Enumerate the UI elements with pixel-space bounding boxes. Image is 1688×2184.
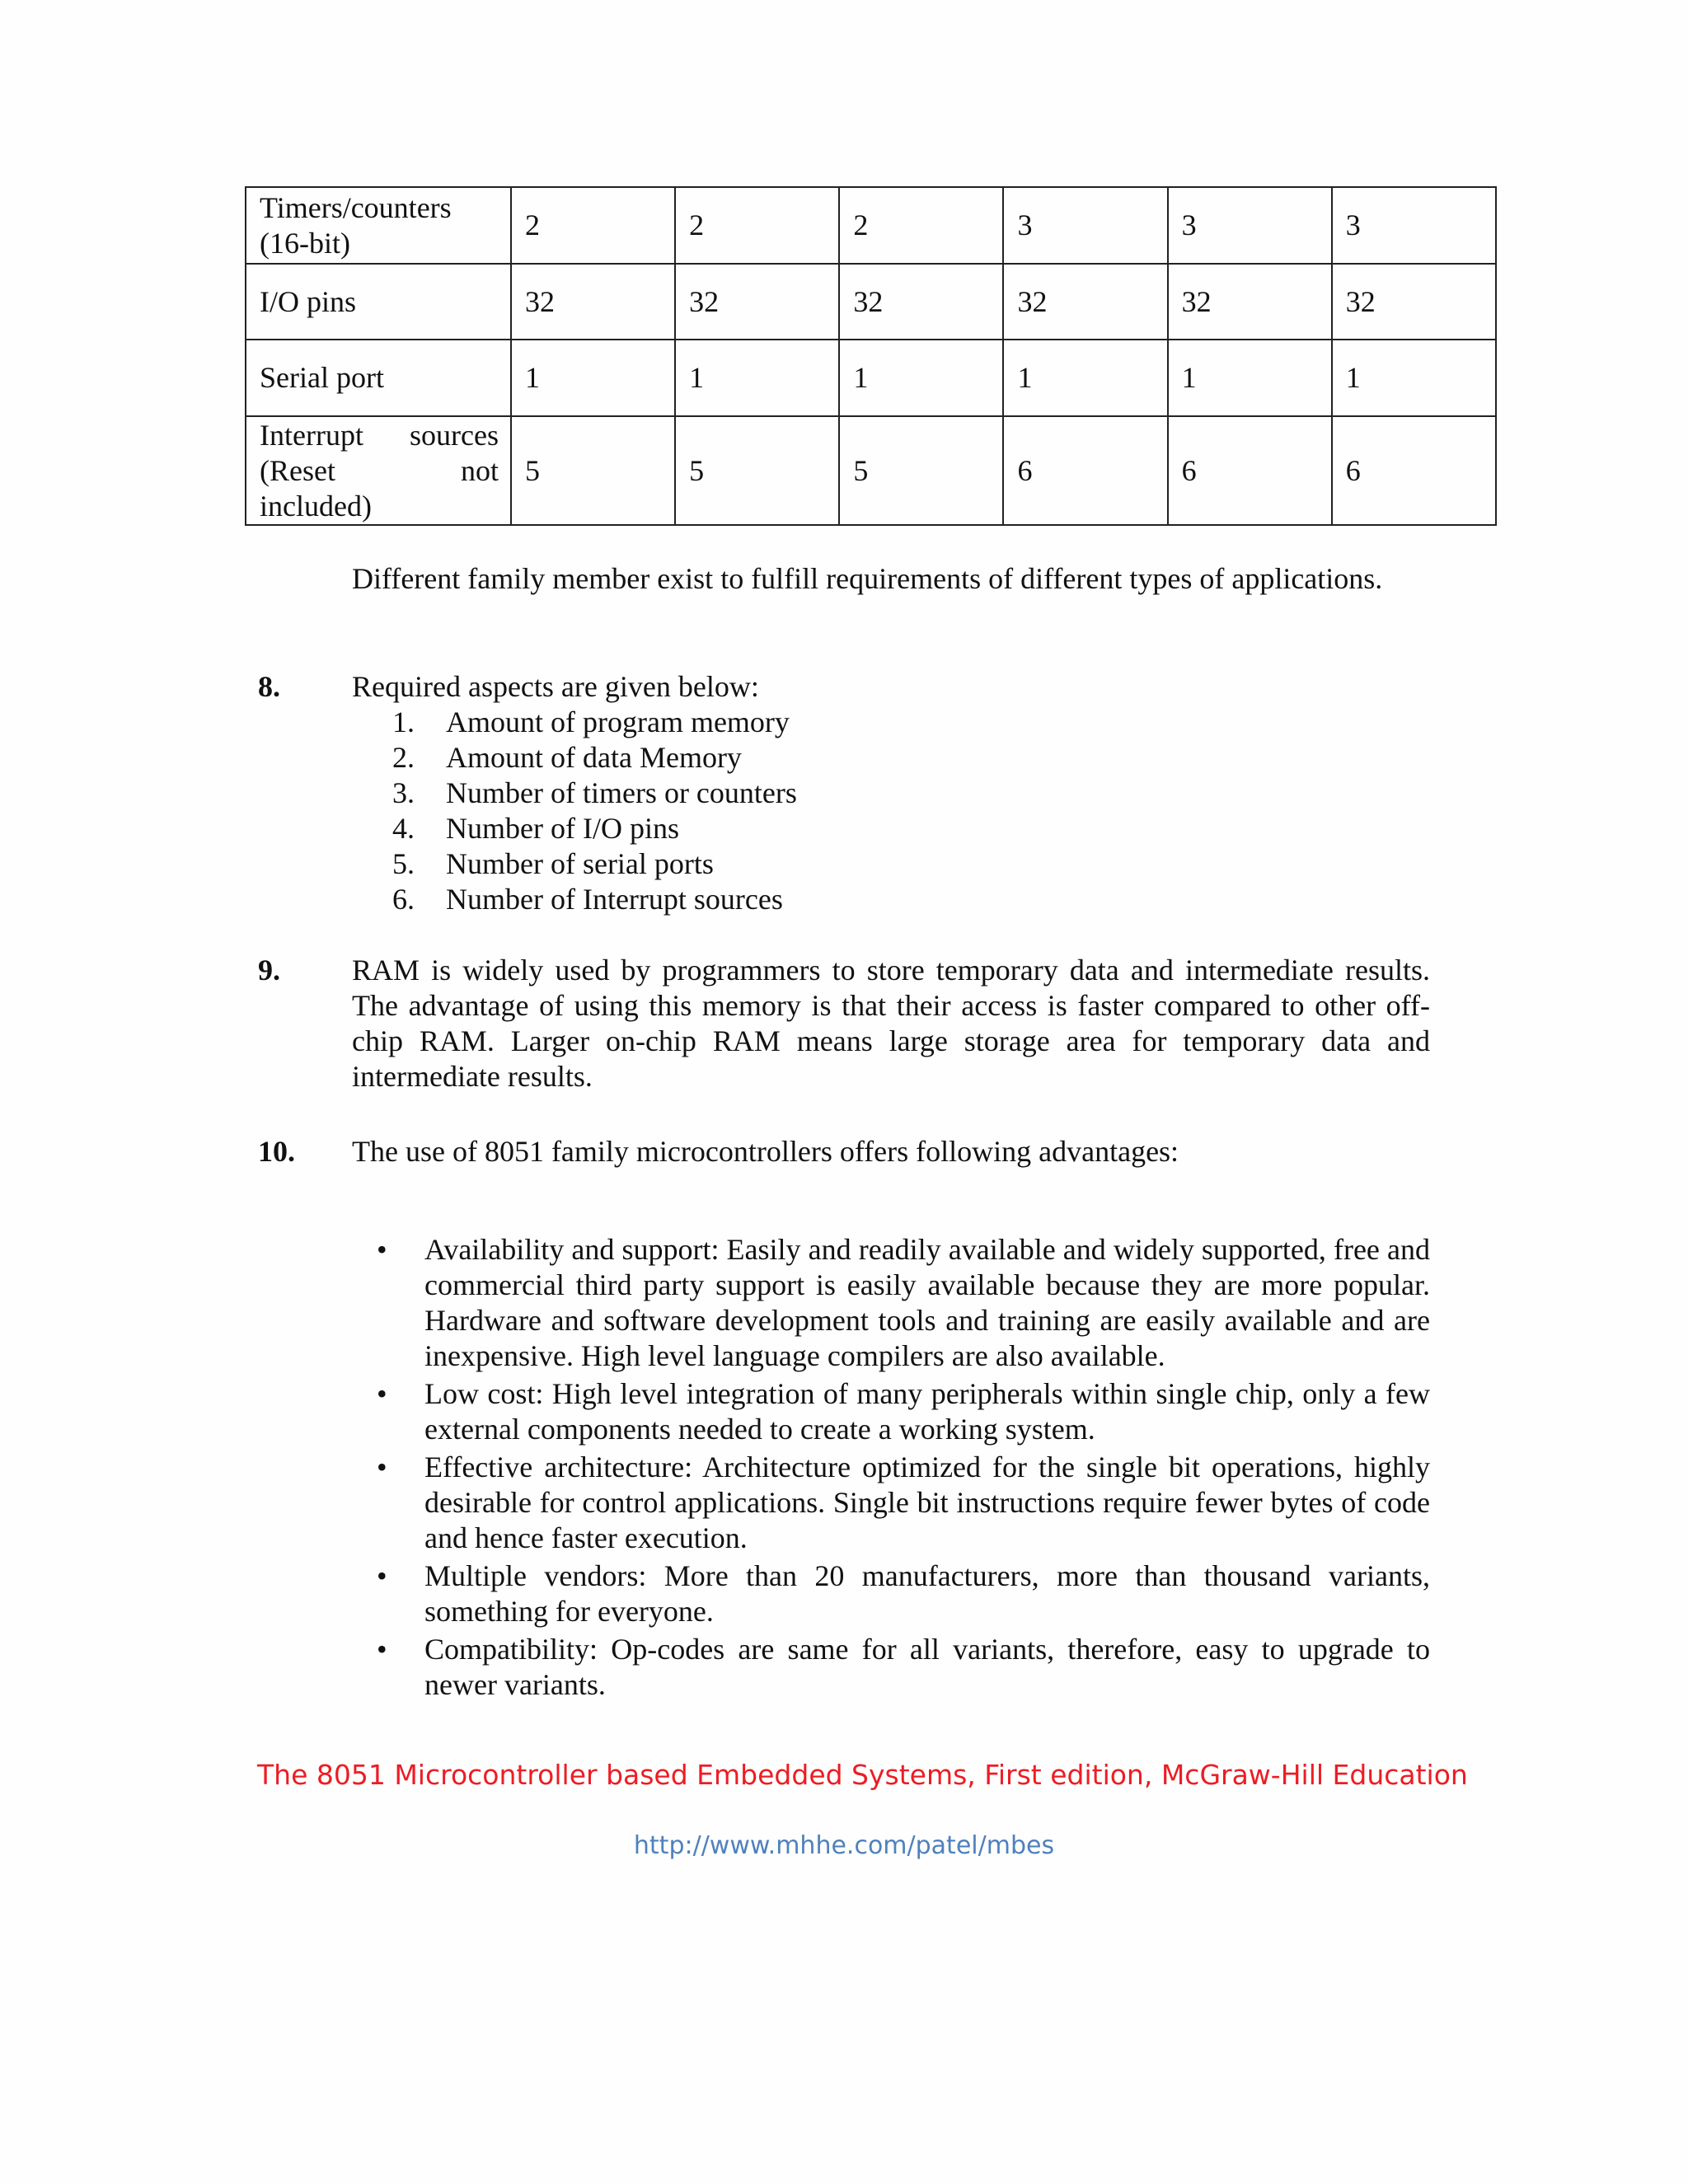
item-number: 5. xyxy=(392,847,415,880)
table-cell: 1 xyxy=(511,340,675,416)
item-number: 4. xyxy=(392,812,415,845)
bullet-icon: • xyxy=(377,1633,387,1666)
footer-url-link[interactable]: http://www.mhhe.com/patel/mbes xyxy=(633,1831,1055,1860)
list-item xyxy=(377,1632,1430,1703)
item-number: 6. xyxy=(392,883,415,916)
item-text: Number of I/O pins xyxy=(446,812,679,845)
table-row xyxy=(246,187,1496,264)
list-item xyxy=(392,740,797,776)
item-text: Amount of data Memory xyxy=(446,741,742,774)
item-number: 3. xyxy=(392,776,415,809)
table-cell: 2 xyxy=(675,187,839,264)
table-cell: 32 xyxy=(511,264,675,340)
item-text: Number of Interrupt sources xyxy=(446,883,783,916)
table-cell: 3 xyxy=(1003,187,1167,264)
table-cell: 32 xyxy=(1003,264,1167,340)
item-number: 2. xyxy=(392,741,415,774)
question-number-8: 8. xyxy=(258,670,280,703)
list-item xyxy=(392,811,797,846)
aspects-list xyxy=(392,705,797,917)
table-cell: 2 xyxy=(839,187,1003,264)
table-row xyxy=(246,340,1496,416)
bullet-text: Compatibility: Op-codes are same for all variants, therefore, easy to upgrade to newer variants. xyxy=(424,1633,1430,1701)
row-label: I/O pins xyxy=(246,264,511,340)
row-label: Timers/counters (16-bit) xyxy=(246,187,511,264)
row-label: Interrupt sources (Reset not included) xyxy=(246,416,511,525)
table-cell: 32 xyxy=(1168,264,1332,340)
table-cell: 1 xyxy=(1003,340,1167,416)
question-8-text: Required aspects are given below: xyxy=(352,670,759,703)
table-cell: 5 xyxy=(839,416,1003,525)
table-cell: 6 xyxy=(1332,416,1496,525)
row-label: Serial port xyxy=(246,340,511,416)
list-item xyxy=(377,1450,1430,1556)
item-text: Number of serial ports xyxy=(446,847,714,880)
table-cell: 5 xyxy=(511,416,675,525)
footer-book-title: The 8051 Microcontroller based Embedded Systems, First edition, McGraw-Hill Education xyxy=(257,1759,1468,1791)
table-cell: 6 xyxy=(1003,416,1167,525)
bullet-icon: • xyxy=(377,1451,387,1483)
bullet-icon: • xyxy=(377,1233,387,1266)
bullet-text: Low cost: High level integration of many peripherals within single chip, only a few external components needed to create a working system. xyxy=(424,1377,1430,1446)
table-cell: 1 xyxy=(1168,340,1332,416)
table-row xyxy=(246,416,1496,525)
question-number-10: 10. xyxy=(258,1135,295,1168)
table-row xyxy=(246,264,1496,340)
item-text: Amount of program memory xyxy=(446,705,790,738)
spec-table xyxy=(245,186,1497,526)
bullet-icon: • xyxy=(377,1377,387,1410)
table-cell: 2 xyxy=(511,187,675,264)
table-cell: 32 xyxy=(675,264,839,340)
table-cell: 1 xyxy=(839,340,1003,416)
bullet-text: Effective architecture: Architecture optimized for the single bit operations, highly desirable for control applications. Single bit instructions require fewer bytes of code and hence faster execution. xyxy=(424,1451,1430,1554)
question-10-text: The use of 8051 family microcontrollers offers following advantages: xyxy=(352,1135,1179,1168)
advantages-list xyxy=(377,1232,1430,1705)
table-cell: 32 xyxy=(839,264,1003,340)
list-item xyxy=(377,1558,1430,1629)
list-item xyxy=(392,705,797,740)
item-number: 1. xyxy=(392,705,415,738)
table-cell: 3 xyxy=(1168,187,1332,264)
table-cell: 1 xyxy=(1332,340,1496,416)
list-item xyxy=(377,1376,1430,1447)
table-cell: 6 xyxy=(1168,416,1332,525)
table-cell: 1 xyxy=(675,340,839,416)
list-item xyxy=(392,846,797,882)
item-text: Number of timers or counters xyxy=(446,776,797,809)
list-item xyxy=(392,882,797,917)
table-cell: 32 xyxy=(1332,264,1496,340)
list-item xyxy=(392,776,797,811)
bullet-text: Multiple vendors: More than 20 manufacturers, more than thousand variants, something for everyone. xyxy=(424,1559,1430,1628)
bullet-text: Availability and support: Easily and readily available and widely supported, free and commercial third party support is easily available because they are more popular. Hardware and software development tools and training are easily available and are inexpensive. High level language compilers are also available. xyxy=(424,1233,1430,1372)
list-item xyxy=(377,1232,1430,1374)
question-9-text: RAM is widely used by programmers to store temporary data and intermediate results. The advantage of using this memory is that their access is faster compared to other off-chip RAM. Larger on-chip RAM means large storage area for temporary data and intermediate results. xyxy=(352,954,1430,1093)
table-cell: 5 xyxy=(675,416,839,525)
table-cell: 3 xyxy=(1332,187,1496,264)
intro-paragraph: Different family member exist to fulfill requirements of different types of applications. xyxy=(352,562,1383,595)
question-number-9: 9. xyxy=(258,954,280,987)
bullet-icon: • xyxy=(377,1559,387,1592)
